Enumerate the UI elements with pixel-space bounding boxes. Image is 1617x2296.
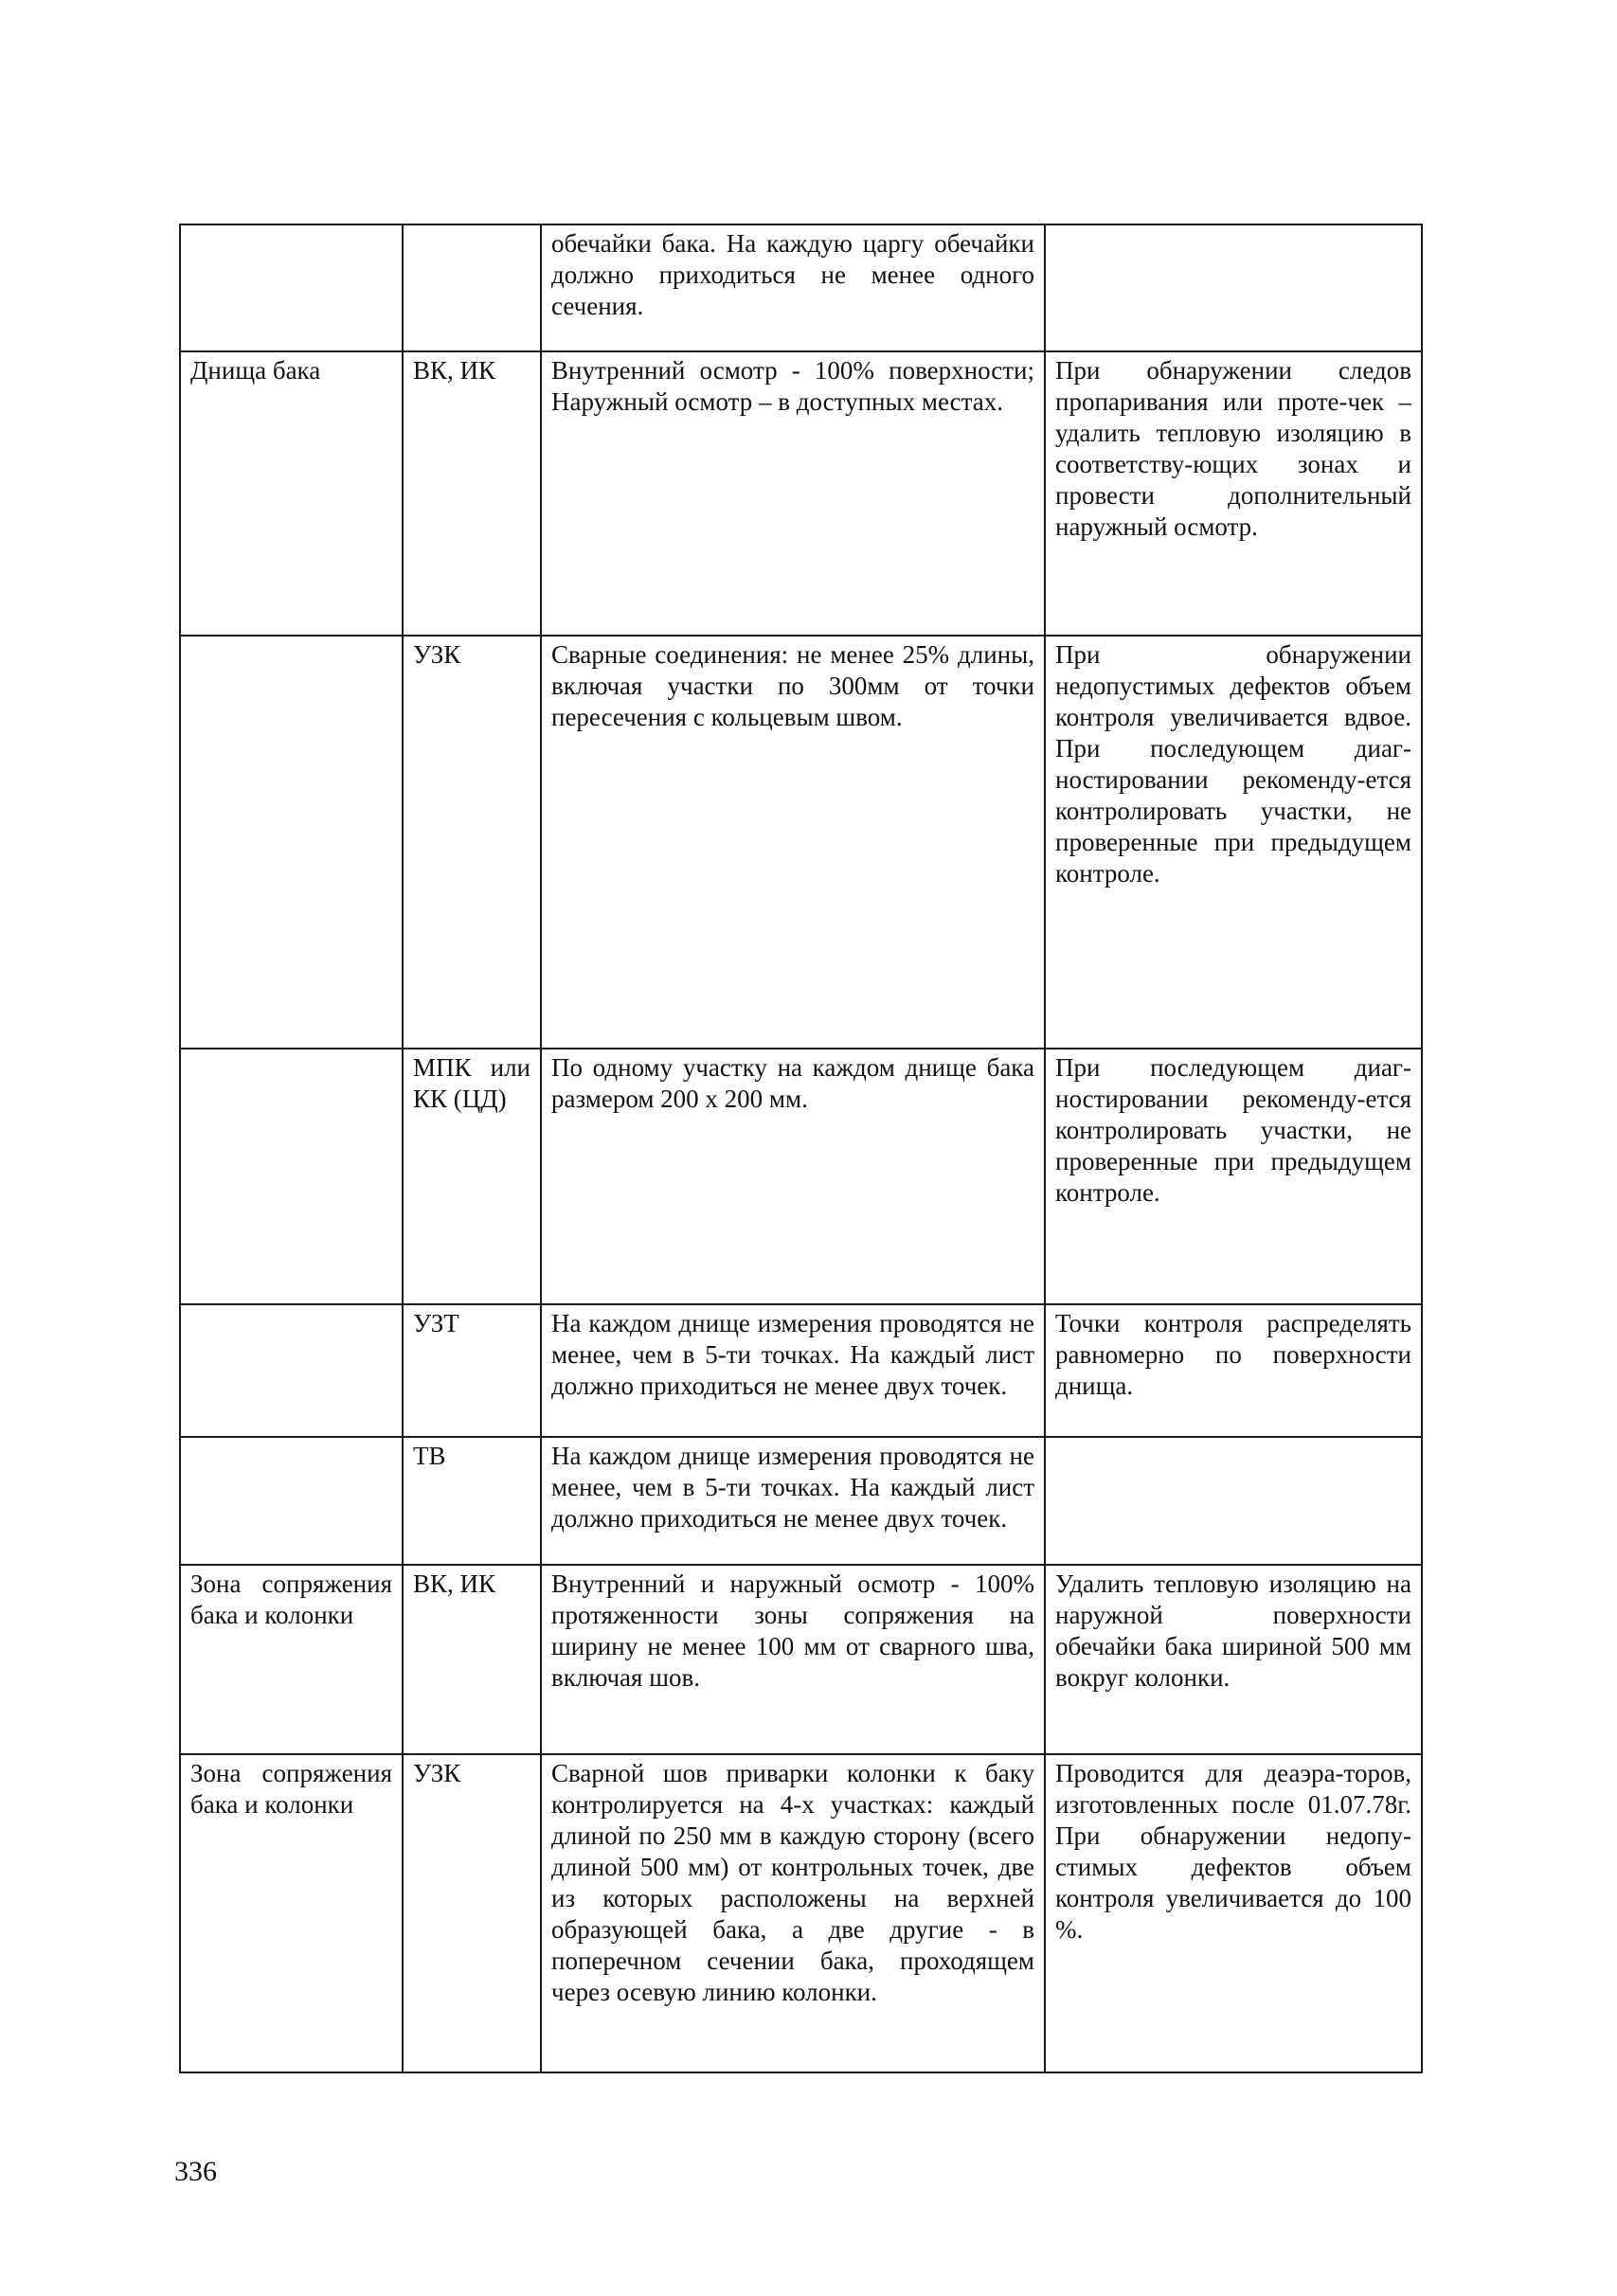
table-row — [180, 224, 1422, 351]
page-number: 336 — [174, 2156, 217, 2187]
method-cell: ВК, ИК — [403, 351, 541, 636]
table-row — [180, 1437, 1422, 1565]
note-cell — [1045, 224, 1422, 351]
note-cell: Проводится для деаэра-торов, изготовленных после 01.07.78г. При обнаружении недопу-стимых дефектов объем контроля увеличивается до 100 %. — [1045, 1754, 1422, 2072]
scope-cell: По одному участку на каждом днище бака размером 200 х 200 мм. — [541, 1049, 1045, 1304]
scope-cell: Внутренний осмотр - 100% поверхности; Наружный осмотр – в доступных местах. — [541, 351, 1045, 636]
scope-cell: обечайки бака. На каждую царгу обечайки должно приходиться не менее одного сечения. — [541, 224, 1045, 351]
note-cell: Удалить тепловую изоляцию на наружной поверхности обечайки бака шириной 500 мм вокруг колонки. — [1045, 1565, 1422, 1754]
table-row — [180, 1754, 1422, 2072]
table-row — [180, 1049, 1422, 1304]
object-cell: Зона сопряжения бака и колонки — [180, 1754, 403, 2072]
object-cell: Зона сопряжения бака и колонки — [180, 1565, 403, 1754]
table-row — [180, 636, 1422, 1049]
method-cell — [403, 224, 541, 351]
table-row — [180, 351, 1422, 636]
scope-cell: Внутренний и наружный осмотр - 100% протяженности зоны сопряжения на ширину не менее 100 мм от сварного шва, включая шов. — [541, 1565, 1045, 1754]
method-cell: ТВ — [403, 1437, 541, 1565]
table-row — [180, 1565, 1422, 1754]
object-cell — [180, 636, 403, 1049]
inspection-table — [179, 224, 1423, 2073]
note-cell: Точки контроля распределять равномерно по поверхности днища. — [1045, 1304, 1422, 1437]
method-cell: ВК, ИК — [403, 1565, 541, 1754]
object-cell: Днища бака — [180, 351, 403, 636]
scope-cell: На каждом днище измерения проводятся не менее, чем в 5-ти точках. На каждый лист должно приходиться не менее двух точек. — [541, 1437, 1045, 1565]
object-cell — [180, 1304, 403, 1437]
note-cell: При последующем диаг-ностировании рекоменду-ется контролировать участки, не проверенные при предыдущем контроле. — [1045, 1049, 1422, 1304]
scope-cell: На каждом днище измерения проводятся не менее, чем в 5-ти точках. На каждый лист должно приходиться не менее двух точек. — [541, 1304, 1045, 1437]
scope-cell: Сварные соединения: не менее 25% длины, включая участки по 300мм от точки пересечения с кольцевым швом. — [541, 636, 1045, 1049]
object-cell — [180, 224, 403, 351]
note-cell — [1045, 1437, 1422, 1565]
method-cell: УЗТ — [403, 1304, 541, 1437]
object-cell — [180, 1437, 403, 1565]
method-cell: УЗК — [403, 1754, 541, 2072]
note-cell: При обнаружении следов пропаривания или проте-чек – удалить тепловую изоляцию в соответству-ющих зонах и провести дополнительный наружный осмотр. — [1045, 351, 1422, 636]
note-cell: При обнаружении недопустимых дефектов объем контроля увеличивается вдвое. При последующем диаг-ностировании рекоменду-ется контролировать участки, не проверенные при предыдущем контроле. — [1045, 636, 1422, 1049]
method-cell: МПК или КК (ЦД) — [403, 1049, 541, 1304]
object-cell — [180, 1049, 403, 1304]
table-row — [180, 1304, 1422, 1437]
scope-cell: Сварной шов приварки колонки к баку контролируется на 4-х участках: каждый длиной по 250 мм в каждую сторону (всего длиной 500 мм) от контрольных точек, две из которых расположены на верхней образующей бака, а две другие - в поперечном сечении бака, проходящем через осевую линию колонки. — [541, 1754, 1045, 2072]
method-cell: УЗК — [403, 636, 541, 1049]
